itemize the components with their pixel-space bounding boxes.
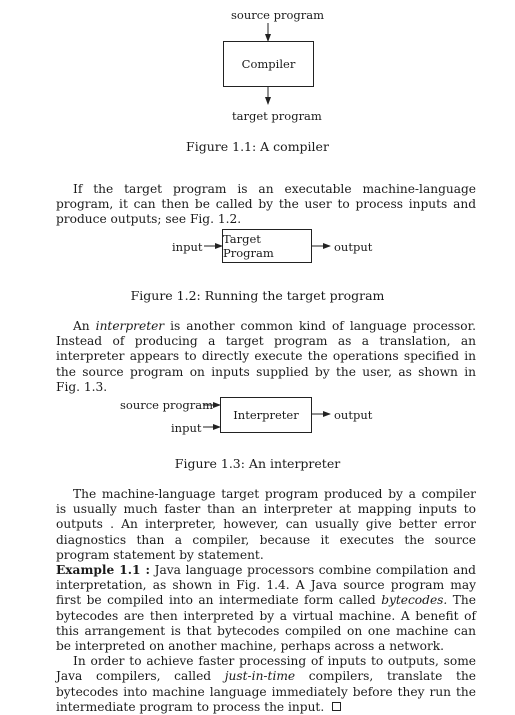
example-p2-text-2: compilers, translate the bytecodes into machine language immediately before they run the intermediate program to process the input. [56, 669, 477, 714]
target-program-box [222, 229, 312, 263]
fig2-input-label: input [172, 240, 203, 254]
interpreter-box [220, 397, 312, 433]
fig2-output-label: output [334, 240, 373, 254]
figure-1-2-caption: Figure 1.2: Running the target program [130, 288, 385, 303]
interpreter-box-label: Interpreter [233, 408, 299, 422]
example-paragraph-1 [56, 563, 476, 654]
compiler-box [223, 41, 314, 87]
fig1-target-label: target program [232, 109, 322, 123]
paragraph-1-text: If the target program is an executable machine-language program, it can then be called by the user to process inputs and produce outputs; see Fig. 1.2. [56, 182, 476, 227]
paragraph-2 [56, 319, 476, 395]
target-program-box-label: Target Program [223, 232, 274, 260]
example-paragraph-2 [56, 654, 476, 715]
figure-1-3-caption: Figure 1.3: An interpreter [174, 456, 341, 471]
example-text-1: Java language processors combine compilation and interpretation, as shown in Fig. 1.4. A Java source program may first be compiled into an intermediate form called [56, 563, 476, 608]
example-label: Example 1.1 : [56, 563, 150, 577]
paragraph-1 [56, 182, 476, 228]
paragraph-2-text [56, 319, 476, 395]
paragraph-3 [56, 487, 476, 563]
figure-1-1-caption: Figure 1.1: A compiler [186, 139, 329, 154]
term-interpreter: interpreter [95, 319, 165, 333]
fig3-output-label: output [334, 408, 373, 422]
example-p2-text-1: In order to achieve faster processing of inputs to outputs, some Java compilers, called [56, 654, 476, 684]
paragraph-2-prefix: An [73, 319, 96, 333]
example-1-1 [56, 563, 476, 715]
term-just-in-time: just-in-time [224, 669, 296, 684]
end-of-example-icon [332, 702, 341, 711]
paragraph-2-rest: is another common kind of language processor. Instead of producing a target program as a translation, an interpreter appears to directly execute the operations specified in the source program on inputs supplied by the user, as shown in Fig. 1.3. [56, 319, 476, 394]
paragraph-3-text: The machine-language target program produced by a compiler is usually much faster than an interpreter at mapping inputs to outputs . An interpreter, however, can usually give better error diagnostics than a compiler, because it executes the source program statement by statement. [56, 487, 476, 562]
fig3-source-label: source program [120, 398, 214, 412]
fig1-source-label: source program [231, 8, 325, 22]
term-bytecodes: bytecodes. [381, 593, 448, 608]
example-text-2: The bytecodes are then interpreted by a virtual machine. A benefit of this arrangement is that bytecodes compiled on one machine can be interpreted on another machine, perhaps across a network. [56, 593, 476, 654]
compiler-box-label: Compiler [241, 57, 296, 71]
fig3-input-label: input [171, 421, 202, 435]
